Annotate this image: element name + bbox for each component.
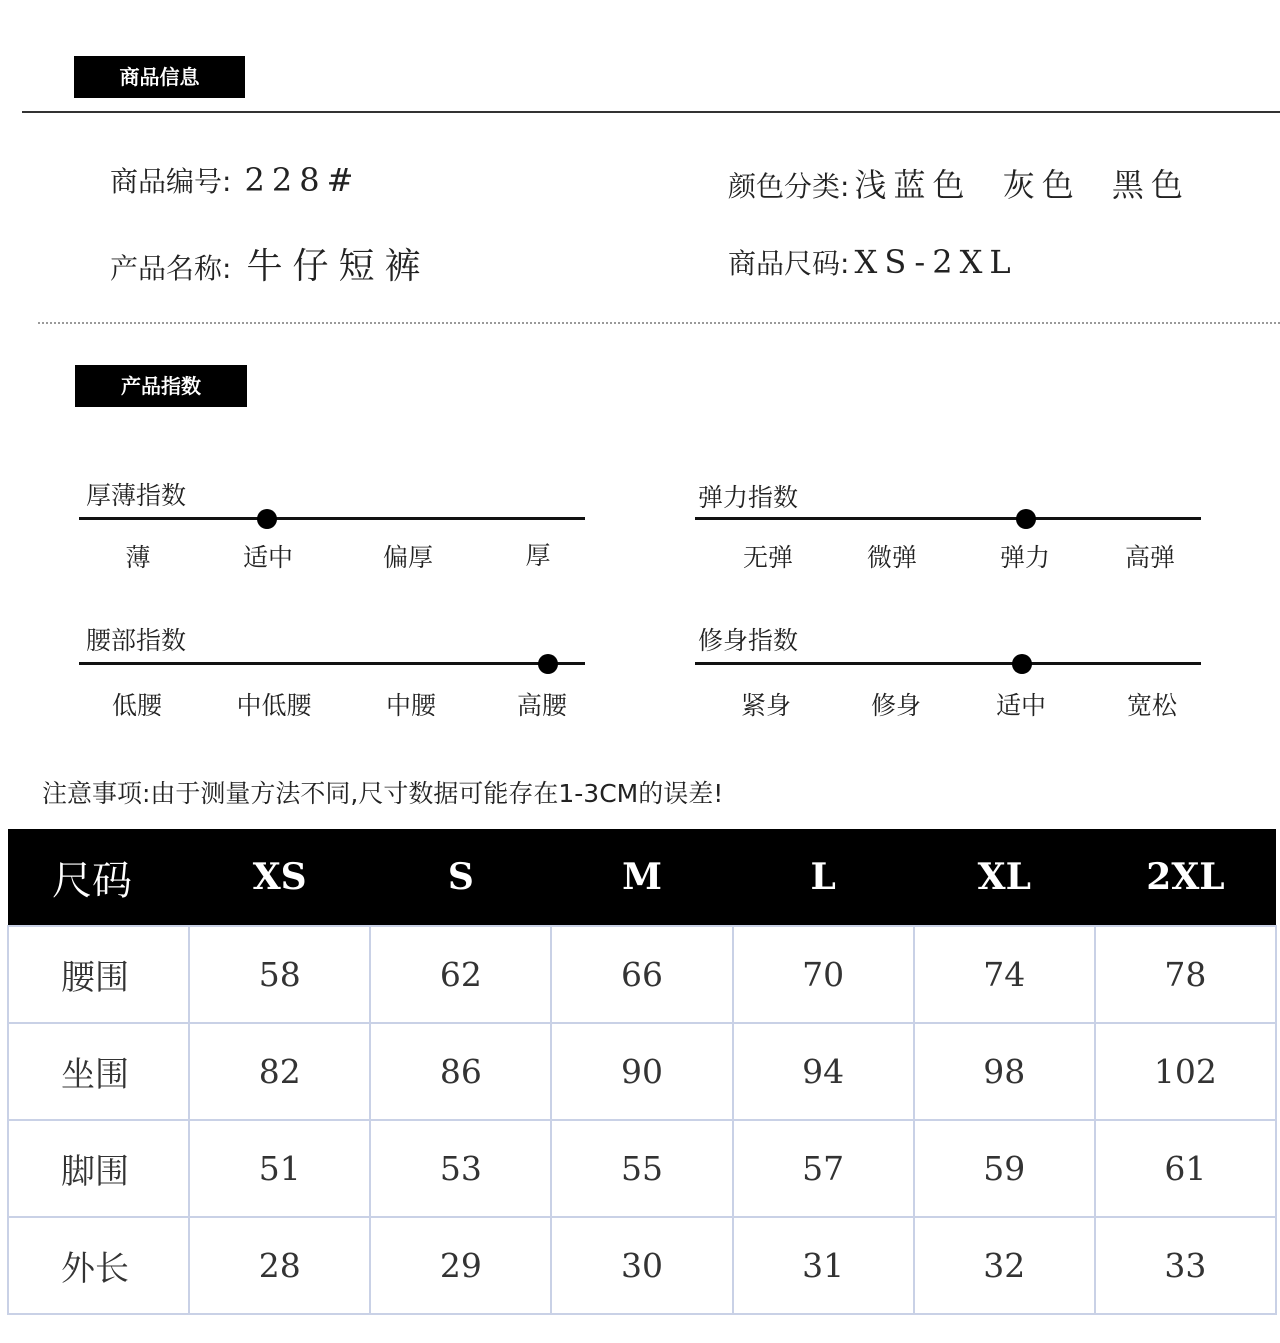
row-label-cell: 外长 [8, 1217, 189, 1314]
product-size-value: XS-2XL [854, 243, 1018, 281]
thickness-option: 适中 [242, 543, 294, 572]
thickness-option: 薄 [125, 543, 151, 572]
waist-option: 中腰 [385, 691, 437, 720]
table-row [8, 1217, 1276, 1314]
measurement-note: 注意事项:由于测量方法不同,尺寸数据可能存在1-3CM的误差! [42, 779, 724, 808]
table-cell: 32 [914, 1217, 1095, 1314]
table-cell: 28 [189, 1217, 370, 1314]
fit-index-marker [1012, 654, 1032, 674]
size-header-cell: 尺码 [8, 829, 189, 926]
table-cell: 98 [914, 1023, 1095, 1120]
table-cell: 90 [551, 1023, 732, 1120]
waist-index-marker [538, 654, 558, 674]
table-cell: 66 [551, 926, 732, 1023]
elasticity-option: 弹力 [999, 543, 1051, 572]
table-cell: 61 [1095, 1120, 1276, 1217]
thickness-option: 厚 [525, 541, 551, 570]
section-divider [22, 111, 1280, 113]
size-table [7, 829, 1277, 1315]
product-name-label: 产品名称: [110, 252, 232, 285]
table-cell: 58 [189, 926, 370, 1023]
waist-index-track [79, 662, 585, 665]
table-cell: 29 [370, 1217, 551, 1314]
row-label-cell: 腰围 [8, 926, 189, 1023]
fit-option: 紧身 [740, 691, 792, 720]
waist-index-title: 腰部指数 [86, 626, 187, 655]
elasticity-index-marker [1016, 509, 1036, 529]
table-cell: 59 [914, 1120, 1095, 1217]
section-title-product-index: 产品指数 [75, 365, 247, 407]
product-color-row [728, 160, 1190, 206]
product-code-value: 228# [244, 161, 361, 199]
table-cell: 82 [189, 1023, 370, 1120]
thickness-index-title: 厚薄指数 [86, 481, 187, 510]
table-cell: 62 [370, 926, 551, 1023]
size-header-cell: S [370, 829, 551, 926]
product-name-value: 牛仔短裤 [246, 246, 431, 287]
table-cell: 53 [370, 1120, 551, 1217]
thickness-index-marker [257, 509, 277, 529]
table-cell: 33 [1095, 1217, 1276, 1314]
table-cell: 55 [551, 1120, 732, 1217]
row-label-cell: 坐围 [8, 1023, 189, 1120]
waist-option: 中低腰 [236, 691, 312, 720]
table-cell: 57 [733, 1120, 914, 1217]
row-label-cell: 脚围 [8, 1120, 189, 1217]
table-cell: 70 [733, 926, 914, 1023]
elasticity-option: 无弹 [742, 543, 794, 572]
fit-option: 修身 [870, 691, 922, 720]
size-header-cell: M [551, 829, 732, 926]
elasticity-option: 微弹 [866, 543, 918, 572]
size-header-cell: XL [914, 829, 1095, 926]
size-table-header-row [8, 829, 1276, 926]
table-cell: 102 [1095, 1023, 1276, 1120]
section-title-product-info: 商品信息 [74, 56, 245, 98]
table-row [8, 1120, 1276, 1217]
thickness-option: 偏厚 [382, 543, 434, 572]
product-color-value: 浅蓝色 灰色 黑色 [854, 166, 1190, 204]
product-code-label: 商品编号: [110, 165, 232, 198]
table-cell: 51 [189, 1120, 370, 1217]
table-cell: 31 [733, 1217, 914, 1314]
product-size-label: 商品尺码: [728, 247, 850, 280]
product-color-label: 颜色分类: [728, 170, 850, 203]
elasticity-index-track [695, 517, 1201, 520]
fit-option: 宽松 [1126, 691, 1178, 720]
thickness-index-track [79, 517, 585, 520]
table-cell: 30 [551, 1217, 732, 1314]
size-header-cell: 2XL [1095, 829, 1276, 926]
size-header-cell: XS [189, 829, 370, 926]
table-cell: 74 [914, 926, 1095, 1023]
table-row [8, 1023, 1276, 1120]
fit-index-track [695, 662, 1201, 665]
size-header-cell: L [733, 829, 914, 926]
table-cell: 94 [733, 1023, 914, 1120]
product-code-row [110, 160, 360, 200]
table-cell: 86 [370, 1023, 551, 1120]
table-cell: 78 [1095, 926, 1276, 1023]
fit-option: 适中 [995, 691, 1047, 720]
elasticity-option: 高弹 [1124, 543, 1176, 572]
table-row [8, 926, 1276, 1023]
fit-index-title: 修身指数 [698, 626, 799, 655]
product-size-row [728, 242, 1018, 282]
product-name-row [110, 238, 431, 289]
waist-option: 低腰 [111, 691, 163, 720]
dotted-divider [38, 322, 1280, 324]
waist-option: 高腰 [516, 691, 568, 720]
elasticity-index-title: 弹力指数 [698, 483, 799, 512]
